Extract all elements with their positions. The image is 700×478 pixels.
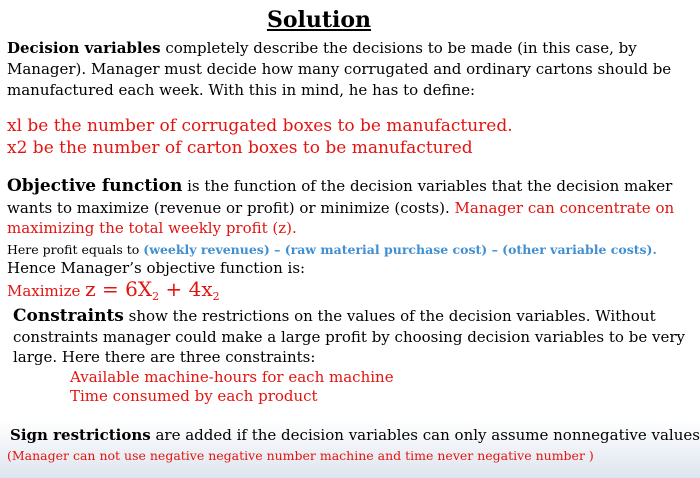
profit-prefix: Here profit equals to xyxy=(7,242,144,257)
sign-restrictions-note: (Manager can not use negative negative number machine and time never negative number ) xyxy=(7,448,594,463)
formula-subscript-2: 2 xyxy=(212,289,220,303)
maximize-label: Maximize xyxy=(7,282,86,300)
decision-paragraph-line-3: manufactured each week. With this in mind, he has to define: xyxy=(7,81,476,99)
formula-subscript-1: 2 xyxy=(152,289,160,303)
variable-x1-definition: xl be the number of corrugated boxes to be manufactured. xyxy=(7,116,513,136)
constraints-term: Constraints xyxy=(13,306,124,326)
formula-x: + 4x xyxy=(159,277,213,301)
profit-terms: (weekly revenues) – (raw material purchase cost) – (other variable costs). xyxy=(143,242,657,257)
constraints-text-1: show the restrictions on the values of the decision variables. Without xyxy=(123,307,656,325)
objective-text-2-highlight: Manager can concentrate on xyxy=(454,199,675,217)
objective-text-1: is the function of the decision variables that the decision maker xyxy=(182,177,673,195)
objective-formula xyxy=(7,277,220,303)
sign-restrictions-line xyxy=(10,426,700,444)
constraints-paragraph-line-1 xyxy=(13,307,656,325)
decision-paragraph-line-2: Manager). Manager must decide how many corrugated and ordinary cartons should be xyxy=(7,60,672,78)
objective-paragraph-line-3: maximizing the total weekly profit (z). xyxy=(7,219,297,237)
formula-z: z = 6X xyxy=(85,277,153,301)
decision-paragraph-line-1 xyxy=(7,39,637,57)
constraints-paragraph-line-2: constraints manager could make a large profit by choosing decision variables to be very xyxy=(13,328,685,346)
objective-function-term: Objective function xyxy=(7,176,183,196)
page-title: Solution xyxy=(266,7,372,33)
objective-paragraph-line-1 xyxy=(7,177,672,195)
hence-objective-line: Hence Manager’s objective function is: xyxy=(7,259,306,277)
decision-variables-term: Decision variables xyxy=(7,39,161,57)
objective-paragraph-line-2 xyxy=(7,199,674,217)
sign-restrictions-term: Sign restrictions xyxy=(10,426,151,444)
constraint-item-1: Available machine-hours for each machine xyxy=(70,368,394,386)
objective-text-2: wants to maximize (revenue or profit) or minimize (costs). xyxy=(7,199,455,217)
decision-text-1: completely describe the decisions to be made (in this case, by xyxy=(160,39,637,57)
sign-restrictions-text: are added if the decision variables can only assume nonnegative values xyxy=(150,426,700,444)
constraint-item-2: Time consumed by each product xyxy=(70,387,318,405)
variable-x2-definition: x2 be the number of carton boxes to be manufactured xyxy=(7,138,473,158)
constraints-paragraph-line-3: large. Here there are three constraints: xyxy=(13,348,316,366)
profit-definition-line xyxy=(7,241,657,259)
